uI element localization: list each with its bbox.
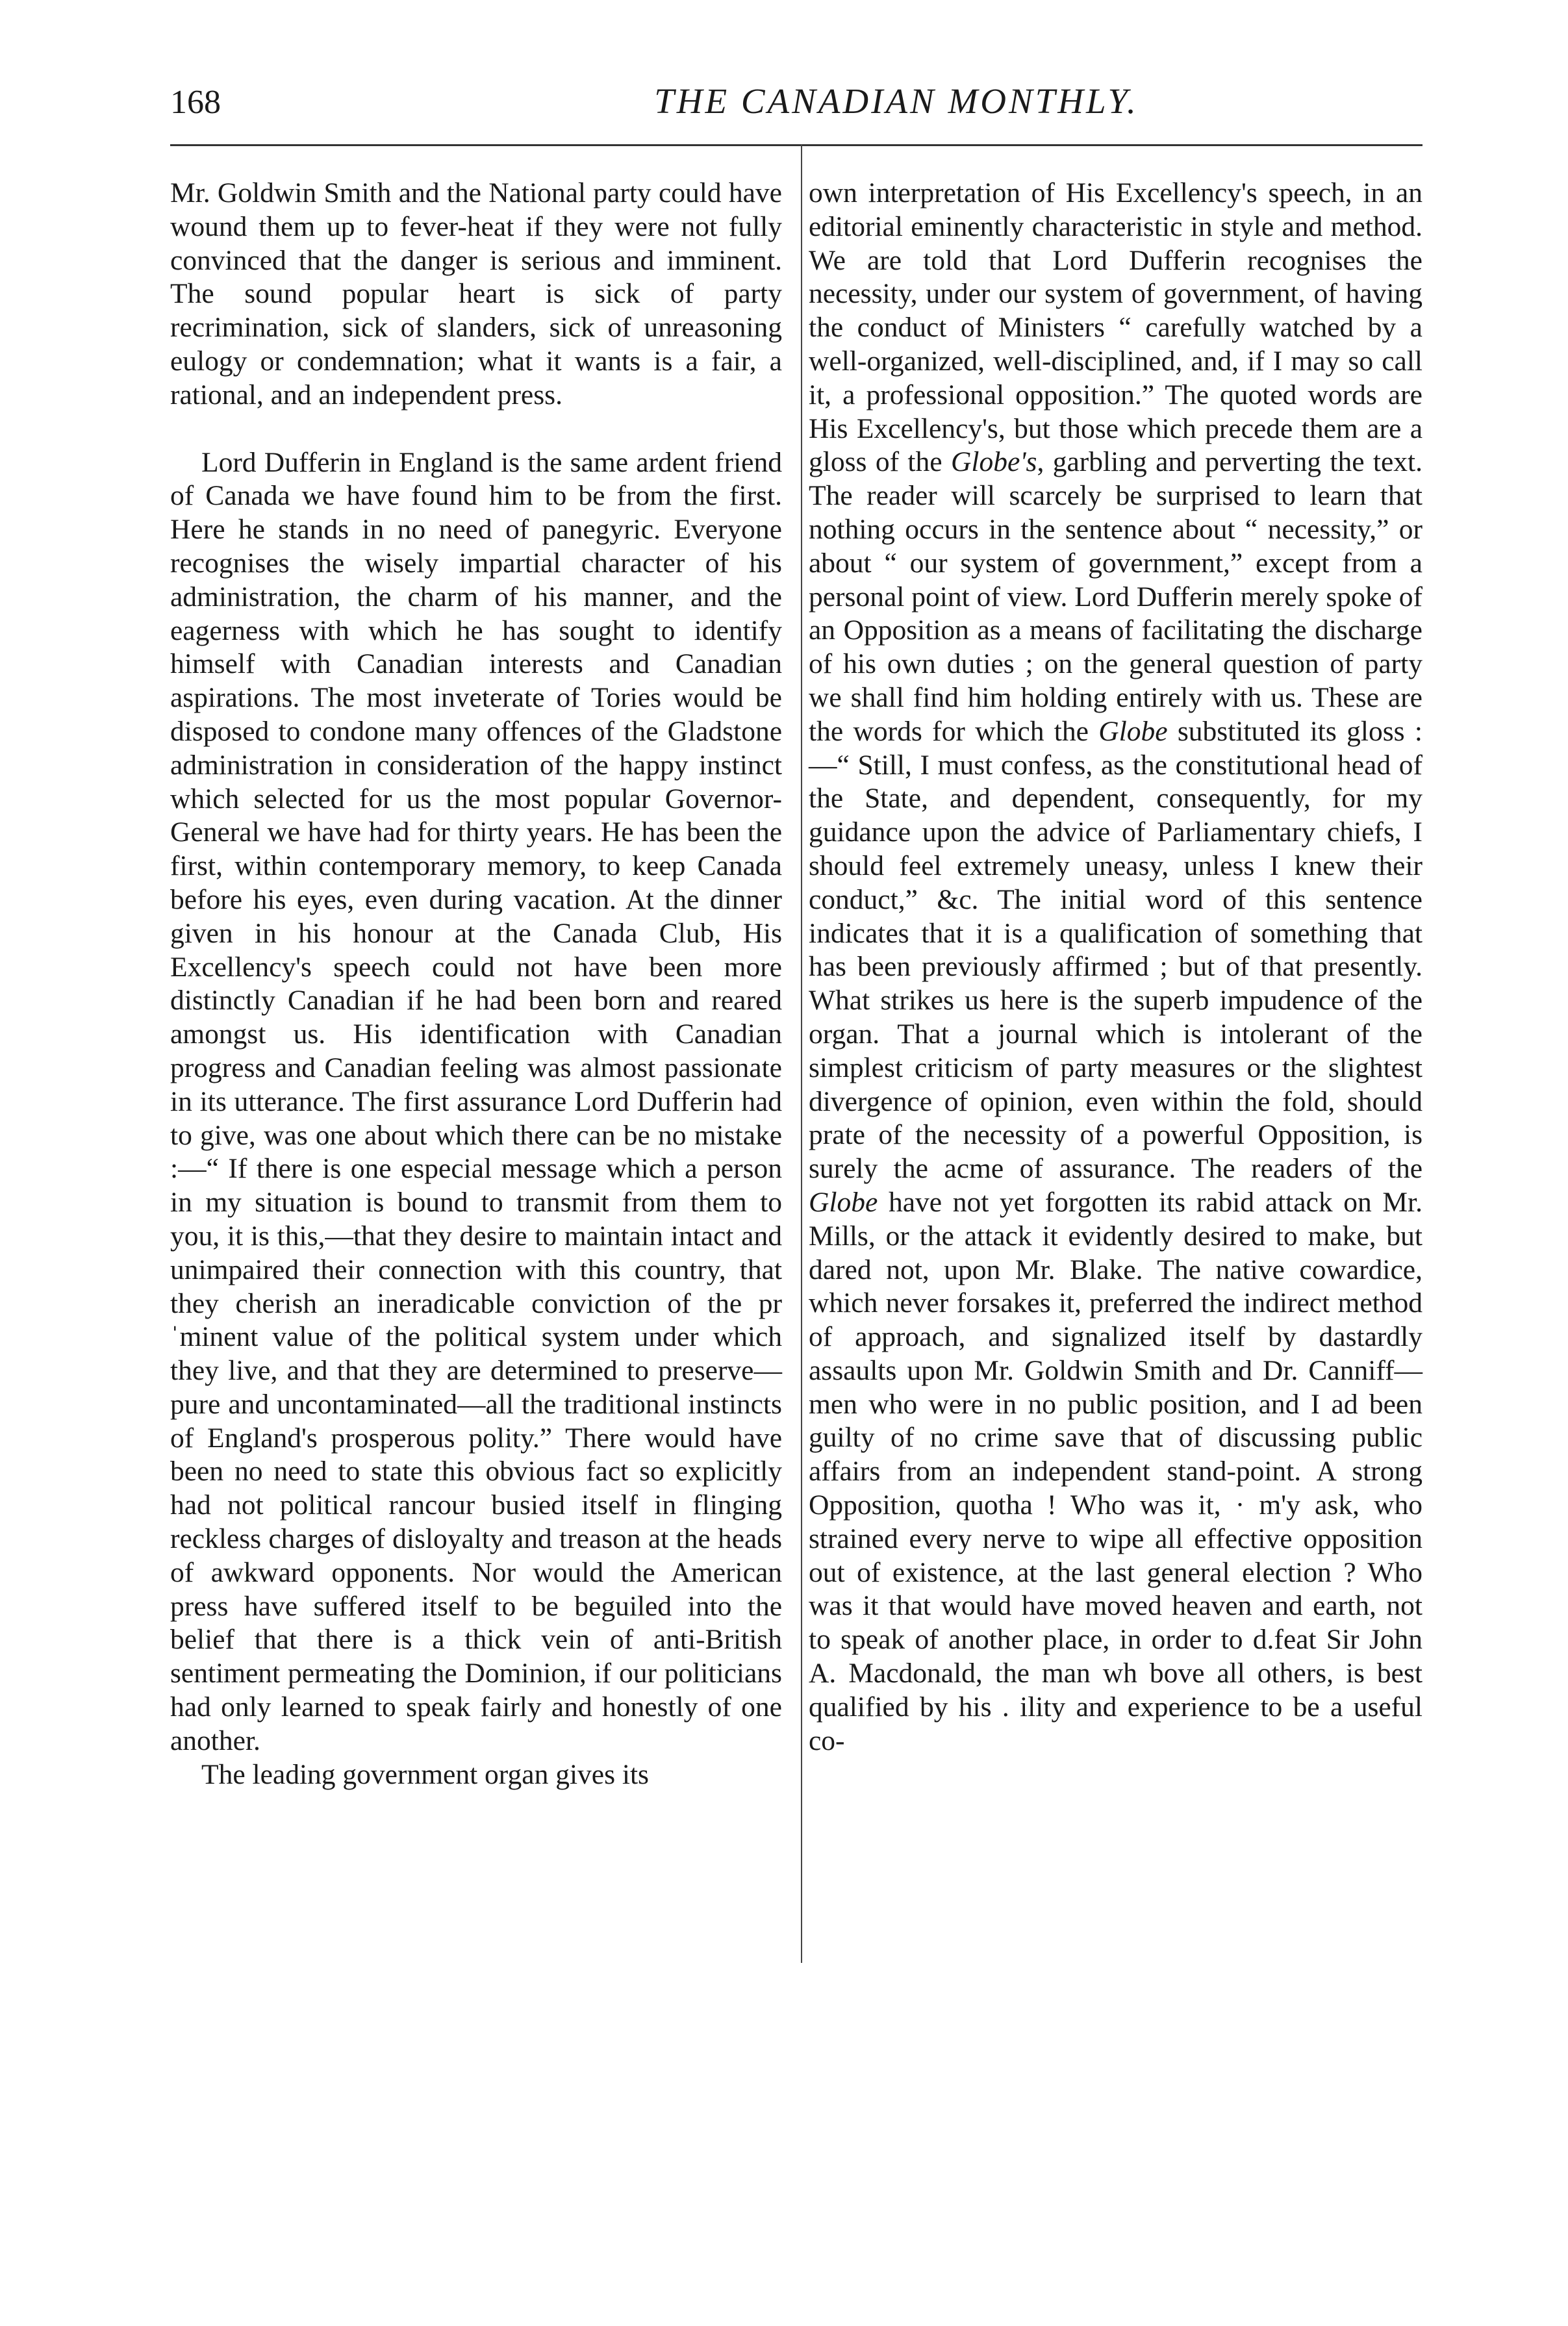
text-segment: substituted its gloss :—“ Still, I must confess, as the constitutional head of the State, and dependent, consequently, for my guidance upon the advice of Parliamentary chiefs, I should feel extremely uneasy, unless I knew their conduct,” &c. The initial word of this sentence indicates that it is a qualification of something that has been previously affirmed ; but of that presently. What strikes us here is the superb impudence of the organ. That a journal which is intolerant of the simplest criticism of party measures or the slightest divergence of opinion, even within the fold, should prate of the necessity of a powerful Opposition, is surely the acme of assurance. The readers of the — [809, 715, 1423, 1185]
header-rule-right — [798, 144, 1423, 146]
globe-title-italic: Globe — [809, 1186, 878, 1218]
paragraph-lord-dufferin: Lord Dufferin in England is the same ardent friend of Canada we have found him to be from the first. Here he stands in no need of panegyric. Everyone recognises the wisely impartial character of his administration, the charm of his manner, and the eagerness with which he has sought to identify himself with Canadian interests and Canadian aspirations. The most inveterate of Tories would be disposed to condone many offences of the Gladstone administration in consideration of the happy instinct which selected for us the most popular Governor-General we have had for thirty years. He has been the first, within contemporary memory, to keep Canada before his eyes, even during vacation. At the dinner given in his honour at the Canada Club, His Excellency's speech could not have been more distinctly Canadian if he had been born and reared amongst us. His identification with Canadian progress and Canadian feeling was almost passionate in its utterance. The first assurance Lord Dufferin had to give, was one about which there can be no mistake :—“ If there is one especial message which a person in my situation is bound to transmit from them to you, it is this,—that they desire to maintain intact and unimpaired their connection with this country, that they cherish an ineradicable conviction of the pr ˈminent value of the political system under which they live, and that they are determined to preserve—pure and uncontaminated—all the traditional instincts of England's prosperous polity.” There would have been no need to state this obvious fact so explicitly had not political rancour busied itself in flinging reckless charges of disloyalty and treason at the heads of awkward opponents. Nor would the American press have suffered itself to be beguiled into the belief that there is a thick vein of anti-British sentiment permeating the Dominion, if our politicians had only learned to speak fairly and honestly of one another. — [170, 446, 782, 1756]
column-divider — [801, 144, 802, 1963]
text-segment: own interpretation of His Excellency's speech, in an editorial eminently characteristic in style and method. We are told that Lord Dufferin recognises the necessity, under our system of government, of having the conduct of Ministers “ carefully watched by a well-organized, well-disciplined, and, if I may so call it, a professional opposition.” The quoted words are His Excellency's, but those which precede them are a gloss of the — [809, 177, 1423, 478]
page-number: 168 — [170, 84, 221, 121]
running-title: THE CANADIAN MONTHLY. — [654, 81, 1139, 121]
text-segment: have not yet forgotten its rabid attack on Mr. Mills, or the attack it evidently desired to make, but dared not, upon Mr. Blake. The native cowardice, which never forsakes it, preferred the indirect method of approach, and signalized itself by dastardly assaults upon Mr. Goldwin Smith and Dr. Canniff—men who were in no public position, and I ad been guilty of no crime save that of discussing public affairs from an independent stand-point. A strong Opposition, quotha ! Who was it, · m'y ask, who strained every nerve to wipe all effective opposition out of existence, at the last general election ? Who was it that would have moved heaven and earth, not to speak of another place, in order to d.feat Sir John A. Macdonald, the man wh bove all others, is best qualified by his . ility and experience to be a useful co- — [809, 1186, 1423, 1756]
paragraph-government-organ: The leading government organ gives its — [201, 1758, 649, 1790]
globe-title-italic: Globe's — [950, 446, 1037, 478]
text-segment: , garbling and perverting the text. The reader will scarcely be surprised to learn that nothing occurs in the sentence about “ necessity,” or about “ our system of government,” except from a personal point of view. Lord Dufferin merely spoke of an Opposition as a means of facilitating the discharge of his own duties ; on the general question of party we shall find him holding entirely with us. These are the words for which the — [809, 446, 1423, 747]
paragraph-interpretation — [809, 177, 1423, 1758]
paragraph-national-party: Mr. Goldwin Smith and the National party could have wound them up to fever-heat if they were not fully convinced that the danger is serious and imminent. The sound popular heart is sick of party recrimination, sick of slanders, sick of unreasoning eulogy or condemnation; what it wants is a fair, a rational, and an independent press. — [170, 177, 782, 411]
globe-title-italic: Globe — [1098, 715, 1168, 747]
left-column — [170, 177, 782, 1791]
header-rule-left — [170, 144, 803, 146]
right-column — [809, 177, 1423, 1758]
